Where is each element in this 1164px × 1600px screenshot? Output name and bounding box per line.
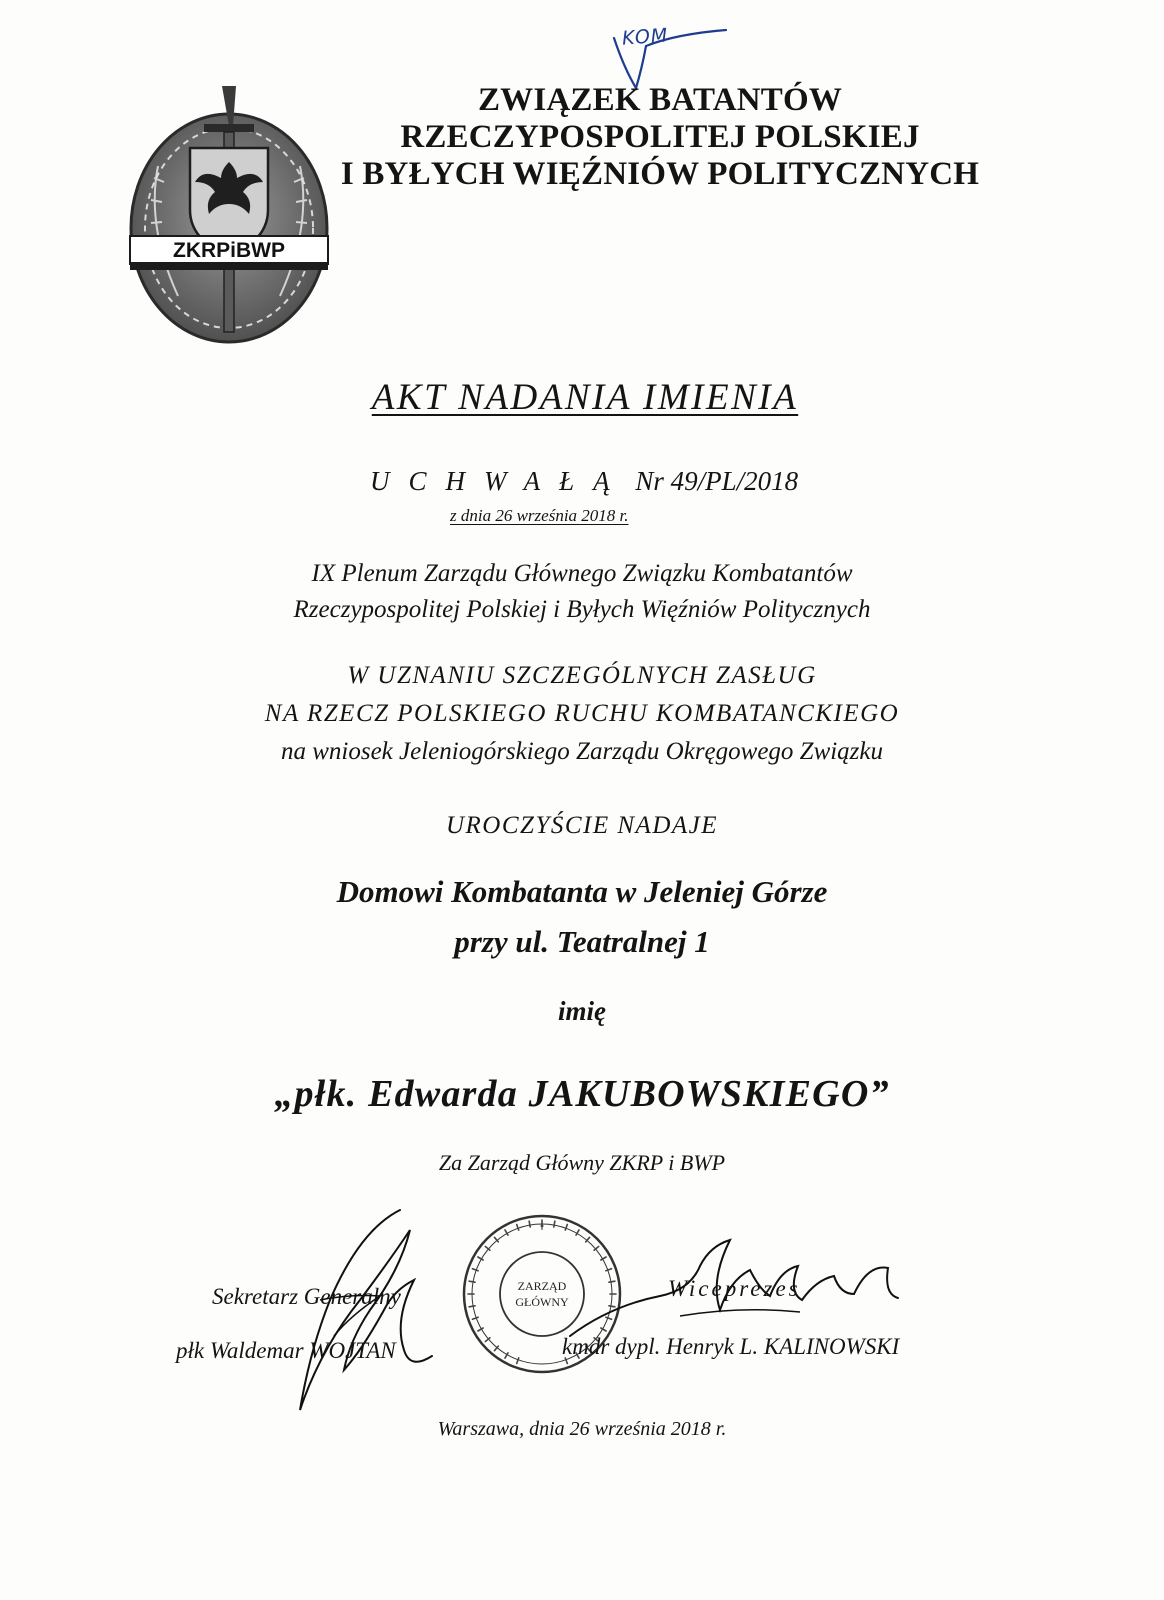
right-signatory-title: Wiceprezes	[668, 1276, 801, 1301]
grant-phrase: UROCZYŚCIE NADAJE	[445, 812, 719, 839]
name-word: imię	[558, 996, 606, 1026]
resolution-word: UCHWAŁĄ	[370, 466, 629, 496]
place-and-date: Warszawa, dnia 26 września 2018 r.	[437, 1418, 727, 1440]
organization-name-line: I BYŁYCH WIĘŹNIÓW POLITYCZNYCH	[340, 156, 980, 192]
document-title: AKT NADANIA IMIENIA	[371, 377, 799, 418]
organization-name	[300, 82, 1020, 193]
seal-center-line: GŁÓWNY	[515, 1295, 569, 1309]
left-signatory-name: płk Waldemar WOJTAN	[176, 1338, 396, 1363]
left-handwritten-signature	[250, 1200, 450, 1430]
right-handwritten-signature	[560, 1226, 920, 1366]
recognition-line: na wniosek Jeleniogórskiego Zarządu Okręgowego Związku	[280, 738, 884, 765]
seal-center-line: ZARZĄD	[517, 1279, 567, 1293]
recipient-line: przy ul. Teatralnej 1	[454, 924, 710, 959]
issuer-line: Rzeczypospolitej Polskiej i Byłych Więźniów Politycznych	[293, 596, 871, 623]
right-signatory-name: kmdr dypl. Henryk L. KALINOWSKI	[562, 1334, 900, 1359]
recognition-line: W UZNANIU SZCZEGÓLNYCH ZASŁUG	[347, 662, 817, 689]
patron-name: „płk. Edwarda JAKUBOWSKIEGO”	[274, 1073, 890, 1115]
resolution-heading	[370, 466, 930, 497]
organization-name-line: RZECZYPOSPOLITEJ POLSKIEJ	[400, 119, 920, 155]
organization-name-line: ZWIĄZEK BATANTÓW	[477, 82, 843, 118]
recognition-line: NA RZECZ POLSKIEGO RUCHU KOMBATANCKIEGO	[264, 700, 900, 727]
resolution-date: z dnia 26 września 2018 r.	[450, 506, 629, 525]
left-signatory-title: Sekretarz Generalny	[212, 1284, 401, 1309]
issuer-line: IX Plenum Zarządu Głównego Związku Kombatantów	[311, 560, 853, 587]
recipient-line: Domowi Kombatanta w Jeleniej Górze	[336, 874, 828, 909]
on-behalf-line: Za Zarząd Główny ZKRP i BWP	[438, 1150, 726, 1175]
emblem-ribbon-text: ZKRPiBWP	[173, 239, 285, 262]
resolution-number: Nr 49/PL/2018	[635, 466, 799, 496]
handwritten-insertion: KOM	[621, 24, 670, 50]
